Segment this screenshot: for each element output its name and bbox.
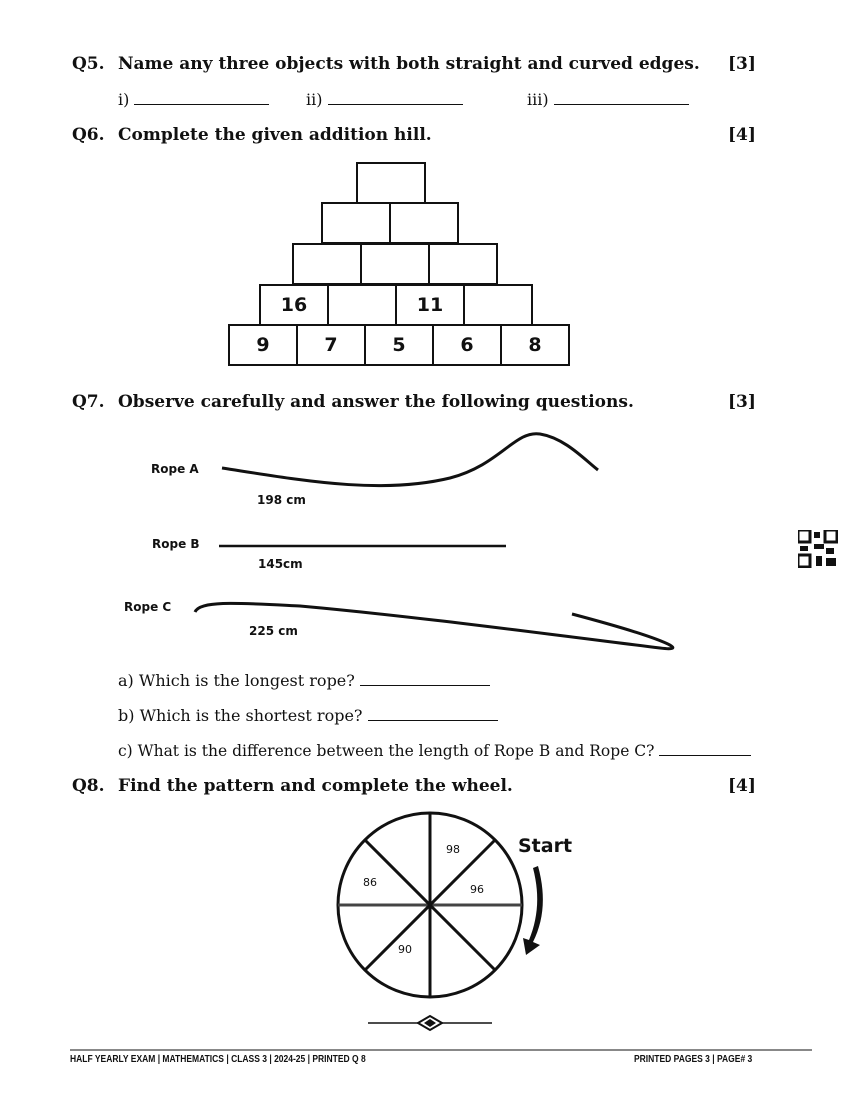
arrow-icon: [523, 866, 543, 955]
q7a-text: a) Which is the longest rope?: [118, 671, 355, 690]
rope-a: [222, 434, 598, 486]
rope-c: [195, 603, 673, 648]
hill-brick[interactable]: 16: [259, 284, 329, 326]
blank-label: iii): [527, 90, 549, 109]
qr-code-icon: [798, 530, 838, 568]
hill-brick[interactable]: 6: [432, 324, 502, 366]
rope-c-label: Rope C: [124, 600, 172, 614]
start-label: Start: [518, 835, 573, 857]
q8-text: Find the pattern and complete the wheel.: [118, 776, 513, 796]
q7b[interactable]: [118, 706, 498, 725]
rope-a-label: Rope A: [151, 462, 199, 476]
q7a[interactable]: [118, 671, 490, 690]
q6-marks: [4]: [728, 125, 756, 145]
wheel-value: 90: [398, 943, 412, 956]
blank-label: i): [118, 90, 130, 109]
blank-label: ii): [306, 90, 323, 109]
q8-marks: [4]: [728, 776, 756, 796]
rope-c-length: 225 cm: [249, 624, 298, 638]
wheel-value: 98: [446, 843, 460, 856]
q7-text: Observe carefully and answer the following questions.: [118, 392, 634, 412]
hill-brick[interactable]: 7: [296, 324, 366, 366]
q5-number: Q5.: [72, 54, 105, 74]
footer-left: HALF YEARLY EXAM | MATHEMATICS | CLASS 3 | 2024-25 | PRINTED Q 8: [70, 1054, 366, 1065]
hill-brick[interactable]: 5: [364, 324, 434, 366]
hill-brick[interactable]: 8: [500, 324, 570, 366]
hill-brick[interactable]: 9: [228, 324, 298, 366]
q5-text: Name any three objects with both straight and curved edges.: [118, 54, 700, 74]
q7c-text: c) What is the difference between the length of Rope B and Rope C?: [118, 742, 655, 760]
q6-text: Complete the given addition hill.: [118, 125, 432, 145]
rope-b-length: 145cm: [258, 557, 303, 571]
q8-number: Q8.: [72, 776, 105, 796]
rope-b-label: Rope B: [152, 537, 200, 551]
q7c[interactable]: [118, 741, 751, 760]
footer-right: PRINTED PAGES 3 | PAGE# 3: [634, 1054, 753, 1065]
q7-marks: [3]: [728, 392, 756, 412]
divider-ornament: [368, 1016, 492, 1030]
wheel-value: 96: [470, 883, 484, 896]
q7b-text: b) Which is the shortest rope?: [118, 706, 363, 725]
wheel-value: 86: [363, 876, 377, 889]
q7-number: Q7.: [72, 392, 105, 412]
q5-marks: [3]: [728, 54, 756, 74]
rope-a-length: 198 cm: [257, 493, 306, 507]
q6-number: Q6.: [72, 125, 105, 145]
pattern-wheel: [338, 813, 522, 997]
hill-brick[interactable]: 11: [395, 284, 465, 326]
